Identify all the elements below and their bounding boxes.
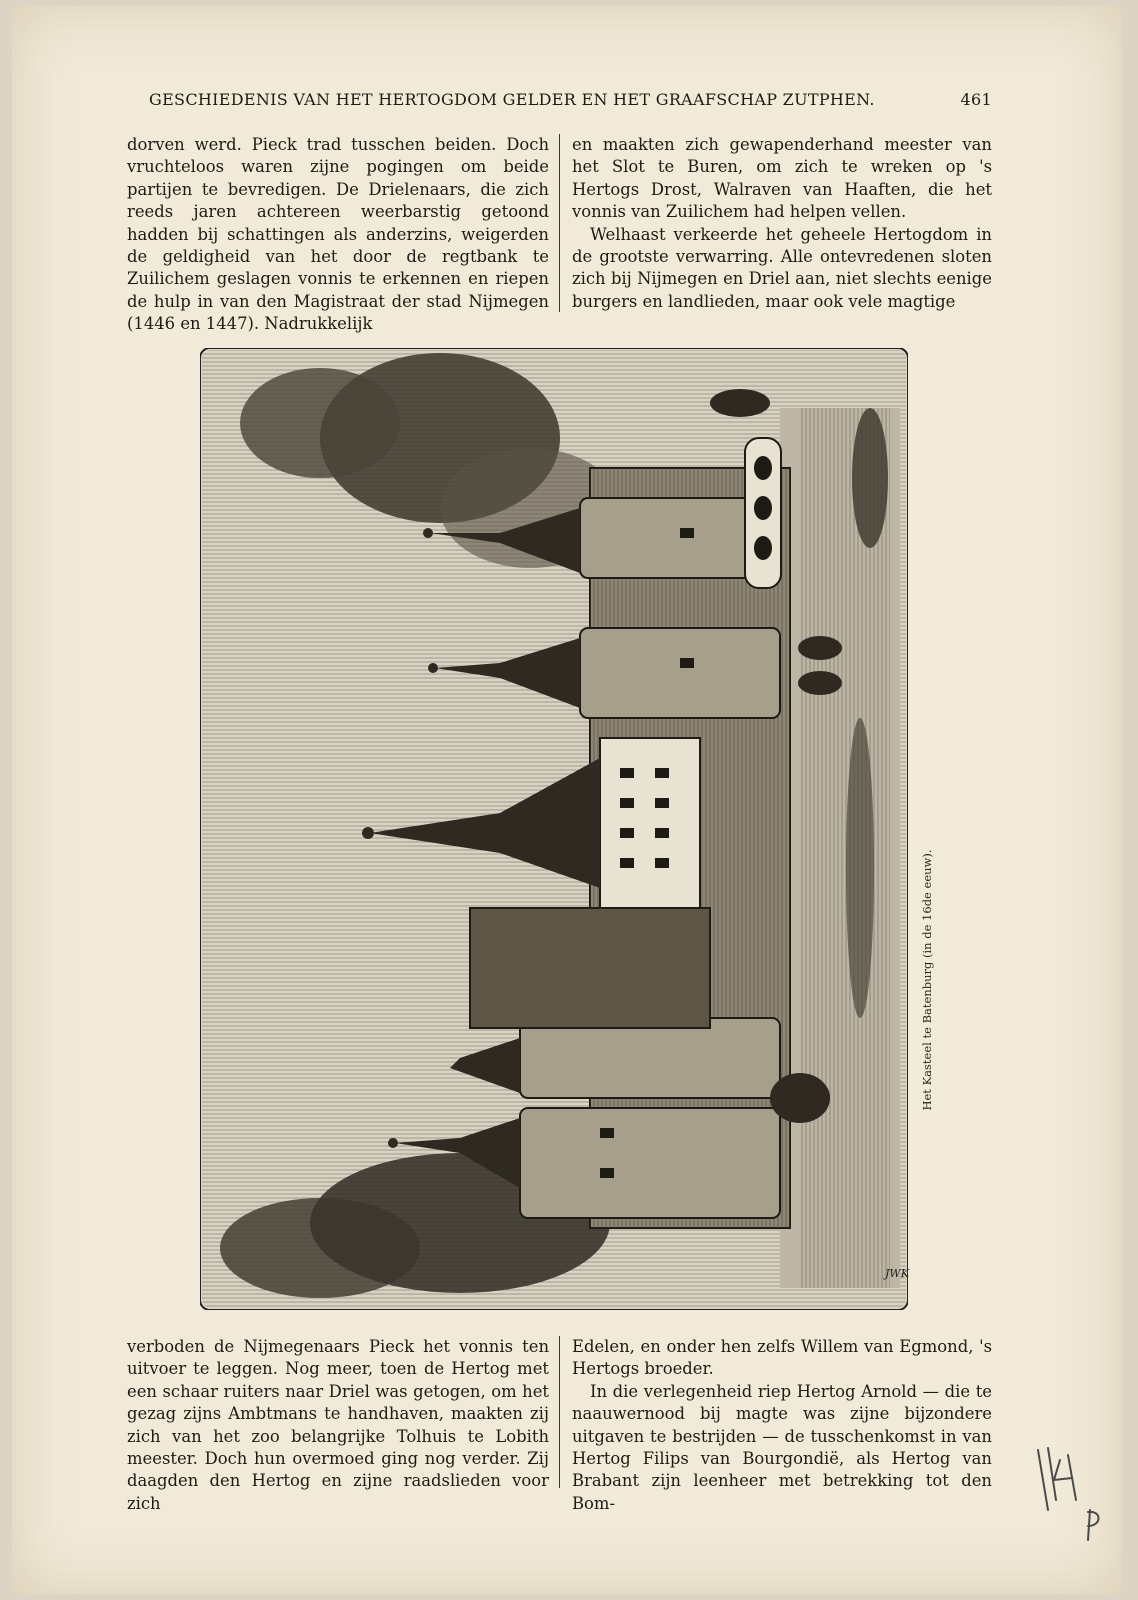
pencil-annotation [1030,1440,1110,1550]
paragraph: Edelen, en onder hen zelfs Willem van Egmond, 's Hertogs broeder. [572,1337,992,1379]
figure [798,671,842,695]
figure [798,636,842,660]
arch [754,536,772,560]
right-column-bottom [572,1336,992,1515]
finial [362,827,374,839]
tree-canopy [240,368,400,478]
illustration-caption: Het Kasteel te Batenburg (in de 16de eeuw). [920,849,934,1111]
horse-rider [770,1073,830,1123]
paragraph: In die verlegenheid riep Hertog Arnold — die te naauwernood bij magte was zijne bijzondere uitgaven te bestrijden — de tusschenkomst in van Hertog Filips van Bourgondië, als Hertog van Brabant zijn leenheer met betrekking tot den Bom- [572,1381,992,1513]
tower [520,1018,780,1098]
manor-house [600,738,700,908]
column-divider [559,1336,560,1488]
paragraph: verboden de Nijmegenaars Pieck het vonnis ten uitvoer te leggen. Nog meer, toen de Hertog met een schaar ruiters naar Driel was getogen, om het gezag zijns Ambtmans te handhaven, maakten zij zich van het zoo belangrijke Tolhuis te Lobith meester. Doch hun overmoed ging nog verder. Zij daagden den Hertog en zijne raadslieden voor zich [127,1337,549,1513]
finial [428,663,438,673]
arch [754,496,772,520]
shrub [852,408,888,548]
arch [754,456,772,480]
running-header [149,90,992,109]
tower [520,1108,780,1218]
roof-block [470,908,710,1028]
shrub [846,718,874,1018]
column-divider [559,134,560,312]
castle-engraving [200,348,908,1310]
tower [580,628,780,718]
running-title: GESCHIEDENIS VAN HET HERTOGDOM GELDER EN HET GRAAFSCHAP ZUTPHEN. [149,90,875,109]
finial [423,528,433,538]
left-column-top [127,134,549,336]
engraver-monogram: JWK [885,1267,909,1280]
finial [388,1138,398,1148]
paragraph: dorven werd. Pieck trad tusschen beiden. Doch vruchteloos waren zijne pogingen om beide partijen te bevredigen. De Drielenaars, die zich reeds jaren achtereen weerbarstig getoond hadden bij schattingen als anderzins, weigerden de geldigheid van het door de regtbank te Zuilichem geslagen vonnis te erkennen en riepen de hulp in van den Magistraat der stad Nijmegen (1446 en 1447). Nadrukkelijk [127,135,549,334]
left-column-bottom [127,1336,549,1515]
page-number: 461 [960,90,992,109]
right-column-top [572,134,992,313]
paragraph: en maakten zich gewapenderhand meester van het Slot te Buren, om zich te wreken op 's Hertogs Drost, Walraven van Haaften, die het vonnis van Zuilichem had helpen vellen. [572,135,992,222]
tree-canopy [220,1198,420,1298]
paragraph: Welhaast verkeerde het geheele Hertogdom in de grootste verwarring. Alle ontevredenen sloten zich bij Nijmegen en Driel aan, niet slechts eenige burgers en landlieden, maar ook vele magtige [572,224,992,311]
figure [710,389,770,417]
